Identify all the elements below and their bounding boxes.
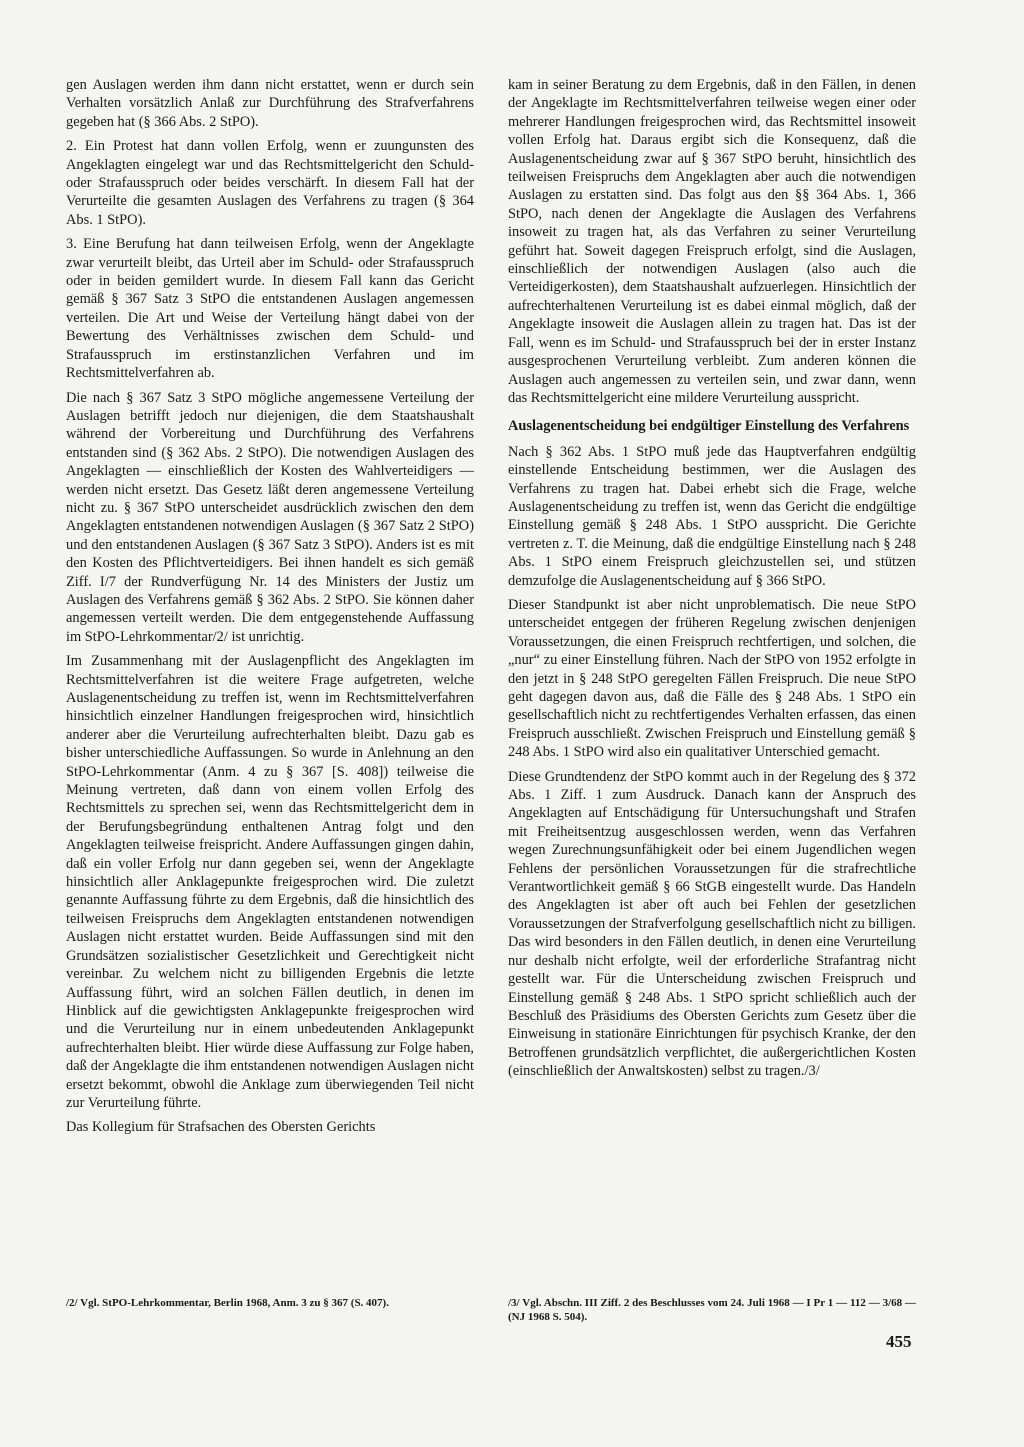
paragraph: Im Zusammenhang mit der Auslagenpflicht des Angeklagten im Rechtsmittelverfahren ist die weitere Frage aufgetreten, welche Auslagenentscheidung zu treffen ist, wenn im Rechtsmittelverfahren hinsichtlich einzelner Handlungen freigesprochen wird, hinsichtlich anderer aber die Verurteilung aufrechterhalten bleibt. Dazu gab es bisher unterschiedliche Auffassungen. So wurde in Anlehnung an den StPO-Lehrkommentar (Anm. 4 zu § 367 [S. 408]) teilweise die Meinung vertreten, daß dann von einem vollen Erfolg des Rechtsmittels zu sprechen sei, wenn das Rechtsmittelgericht dem in der Berufungsbegründung enthaltenen Antrag folgt und den Angeklagten teilweise freispricht. Andere Auffassungen gingen dahin, daß ein voller Erfolg nur dann gegeben sei, wenn der Angeklagte hinsichtlich aller Anklagepunkte freigesprochen wird. Die zuletzt genannte Auffassung führte zu dem Ergebnis, daß die hinsichtlich des teilweisen Freispruchs dem Angeklagten entstandenen notwendigen Auslagen nicht erstattet wurden. Beide Auffassungen sind mit den Grundsätzen sozialistischer Gesetzlichkeit und Gerechtigkeit nicht vereinbar. Zu welchem nicht zu billigenden Ergebnis die letzte Auffassung führt, wird an solchen Fällen deutlich, in denen im Hinblick auf die gewichtigsten Anklagepunkte freigesprochen wird und die Verurteilung nur in einem unbedeutenden Anklagepunkt aufrechterhalten bleibt. Hier würde diese Auffassung zur Folge haben, daß der Angeklagte die ihm entstandenen notwendigen Auslagen nicht ersetzt bekommt, obwohl die Anklage zum überwiegenden Teil nicht zur Verurteilung führte. xyxy=(66,653,474,1111)
footnote-3: /3/ Vgl. Abschn. III Ziff. 2 des Beschlusses vom 24. Juli 1968 — I Pr 1 — 112 — 3/68 — (NJ 1968 S. 504). xyxy=(508,1297,916,1323)
paragraph: Dieser Standpunkt ist aber nicht unproblematisch. Die neue StPO unterscheidet entgegen der früheren Regelung zwischen denjenigen Voraussetzungen, die einen Freispruch rechtfertigen, und solchen, die „nur“ zu einer Einstellung führen. Nach der StPO von 1952 erfolgte in den jetzt in § 248 StPO geregelten Fällen Freispruch. Die neue StPO geht dagegen davon aus, daß die Fälle des § 248 Abs. 1 StPO ein gesellschaftlich nicht zu rechtfertigendes Verhalten erfassen, das einen Freispruch ausschließt. Zwischen Freispruch und Einstellung gemäß § 248 Abs. 1 StPO wird also ein qualitativer Unterschied gemacht. xyxy=(508,596,916,761)
right-column xyxy=(508,76,916,1087)
section-heading: Auslagenentscheidung bei endgültiger Einstellung des Verfahrens xyxy=(508,418,910,435)
paragraph: 3. Eine Berufung hat dann teilweisen Erfolg, wenn der Angeklagte zwar verurteilt bleibt, das Urteil aber im Schuld- oder Strafausspruch oder in beiden gemildert wurde. In diesem Fall kann das Gericht gemäß § 367 Satz 3 StPO die entstandenen Auslagen angemessen verteilen. Die Art und Weise der Verteilung hängt dabei von der Bewertung des Verhältnisses zwischen dem Schuld- und Strafausspruch im erstinstanzlichen Verfahren und im Rechtsmittelverfahren ab. xyxy=(66,236,474,382)
left-column xyxy=(66,76,474,1143)
paragraph: gen Auslagen werden ihm dann nicht erstattet, wenn er durch sein Verhalten vorsätzlich Anlaß zur Durchführung des Strafverfahrens gegeben hat (§ 366 Abs. 2 StPO). xyxy=(66,77,474,130)
paragraph: 2. Ein Protest hat dann vollen Erfolg, wenn er zuungunsten des Angeklagten eingelegt war und das Rechtsmittelgericht den Schuld- oder Strafausspruch oder beides verschärft. In diesem Fall hat der Verurteilte die gesamten Auslagen des Verfahrens zu tragen (§ 364 Abs. 1 StPO). xyxy=(66,138,474,228)
footnote-2: /2/ Vgl. StPO-Lehrkommentar, Berlin 1968, Anm. 3 zu § 367 (S. 407). xyxy=(66,1297,389,1309)
paragraph: kam in seiner Beratung zu dem Ergebnis, daß in den Fällen, in denen der Angeklagte im Rechtsmittelverfahren teilweise wegen einer oder mehrerer Handlungen freigesprochen wird, das Rechtsmittel insoweit vollen Erfolg hat. Daraus ergibt sich die Konsequenz, daß die Auslagenentscheidung zwar auf § 367 StPO beruht, hinsichtlich des teilweisen Freispruchs dem Angeklagten aber auch die notwendigen Auslagen zu erstatten sind. Das folgt aus den §§ 364 Abs. 1, 366 StPO, nach denen der Angeklagte die Auslagen des Verfahrens insoweit zu tragen hat, als das Verfahren zu seiner Verurteilung geführt hat. Soweit dagegen Freispruch erfolgt, sind die Auslagen, einschließlich der notwendigen Auslagen (also auch die Verteidigerkosten), dem Staatshaushalt aufzuerlegen. Hinsichtlich der aufrechterhaltenen Verurteilung ist es dabei einmal möglich, daß der Angeklagte insoweit die Auslagen allein zu tragen hat. Das ist der Fall, wenn es im Schuld- und Strafausspruch bei der in erster Instanz ausgesprochenen Verurteilung verbleibt. Zum anderen können die Auslagen auch angemessen zu verteilen sein, und zwar dann, wenn das Rechtsmittelgericht eine mildere Verurteilung ausspricht. xyxy=(508,77,916,406)
paragraph: Diese Grundtendenz der StPO kommt auch in der Regelung des § 372 Abs. 1 Ziff. 1 zum Ausdruck. Danach kann der Anspruch des Angeklagten auf Entschädigung für Untersuchungshaft und Strafen mit Freiheitsentzug ausgeschlossen werden, wenn das Verfahren wegen Zurechnungsunfähigkeit oder bei einem Jugendlichen wegen Fehlens der persönlichen Voraussetzungen für die strafrechtliche Verantwortlichkeit gemäß § 66 StGB eingestellt wurde. Das Handeln des Angeklagten ist aber oft auch bei Fehlen der gesetzlichen Voraussetzungen der Strafverfolgung gesellschaftlich nicht zu billigen. Das wird besonders in den Fällen deutlich, in denen eine Verurteilung nur deshalb nicht erfolgte, weil der erforderliche Strafantrag nicht gestellt war. Für die Unterscheidung zwischen Freispruch und Einstellung gemäß § 248 Abs. 1 StPO spricht schließlich auch der Beschluß des Präsidiums des Obersten Gerichts zum Gesetz über die Einweisung in stationäre Einrichtungen für psychisch Kranke, der den Betroffenen grundsätzlich verpflichtet, die außergerichtlichen Kosten (einschließlich der Anwaltskosten) selbst zu tragen./3/ xyxy=(508,768,916,1080)
page-number: 455 xyxy=(886,1332,912,1351)
paragraph: Nach § 362 Abs. 1 StPO muß jede das Hauptverfahren endgültig einstellende Entscheidung bestimmen, wer die Auslagen des Verfahrens zu tragen hat. Dabei erhebt sich die Frage, welche Auslagenentscheidung zu treffen ist, wenn das Gericht die endgültige Einstellung gemäß § 248 Abs. 1 StPO ausspricht. Die Gerichte vertreten z. T. die Meinung, daß die endgültige Einstellung nach § 248 Abs. 1 StPO einem Freispruch gleichzustellen sei, und stützen demzufolge die Auslagenentscheidung auf § 366 StPO. xyxy=(508,443,916,589)
paragraph: Das Kollegium für Strafsachen des Obersten Gerichts xyxy=(66,1119,376,1136)
paragraph: Die nach § 367 Satz 3 StPO mögliche angemessene Verteilung der Auslagen betrifft jedoch nur diejenigen, die dem Staatshaushalt während der Vorbereitung und Durchführung des Verfahrens entstanden sind (§ 362 Abs. 2 StPO). Die notwendigen Auslagen des Angeklagten — einschließlich der Kosten des Wahlverteidigers — werden nicht ersetzt. Das Gesetz läßt deren angemessene Verteilung nicht zu. § 367 StPO unterscheidet ausdrücklich zwischen den dem Angeklagten entstandenen notwendigen Auslagen (§ 367 Satz 2 StPO) und den entstandenen Auslagen (§ 367 Satz 3 StPO). Anders ist es mit den Kosten des Pflichtverteidigers. Bei ihnen handelt es sich gemäß Ziff. I/7 der Rundverfügung Nr. 14 des Ministers der Justiz um Auslagen des Verfahrens gemäß § 362 Abs. 2 StPO. Sie können daher angemessen verteilt werden. Die dem entgegenstehende Auffassung im StPO-Lehrkommentar/2/ ist unrichtig. xyxy=(66,389,474,645)
